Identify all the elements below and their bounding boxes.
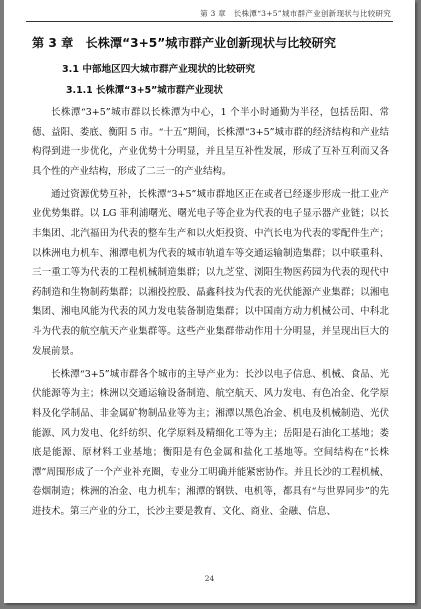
- document-page: [4, 0, 415, 603]
- header-rule: [26, 21, 393, 22]
- paragraph: 通过资源优势互补，长株潭“3+5”城市群地区正在或者已经逐步形成一批工业产业优势集群。以 LG 菲利浦曙光、曙光电子等企业为代表的电子显示器产业链；以长丰集团、北汽福田为代表的整车生产和以火炬投资、中汽长电为代表的零配件生产；以株洲电力机车、湘潭电机为代表的城市轨道车等交通运输制造集群；以中联重科、三一重工等为代表的工程机械制造集群；以九芝堂、浏阳生物医药园为代表的现代中药制造和生物制药集群；以湘投控股、晶鑫科技为代表的光伏能源产业集群；以湘电集团、湘电风能为代表的风力发电装备制造集群；以中国南方动力机械公司、中科北斗为代表的航空航天产业集群等。这些产业集群带动作用十分明显，并呈现出巨大的发展前景。: [32, 188, 389, 357]
- subsection-title: 3.1.1 长株潭“3+5”城市群产业现状: [66, 85, 223, 96]
- body-text: [32, 103, 389, 525]
- chapter-title: 第 3 章 长株潭“3+5”城市群产业创新现状与比较研究: [32, 36, 336, 50]
- page-number: 24: [204, 574, 215, 583]
- section-title: 3.1 中部地区四大城市群产业现状的比较研究: [62, 64, 256, 75]
- paragraph: 长株潭“3+5”城市群以长株潭为中心，1 个半小时通勤为半径，包括岳阳、常德、益阳、娄底、衡阳 5 市。“十五”期间，长株潭“3+5”城市群的经济结构和产业结构得到进一步优化，产业优势十分明显，并且呈互补性发展，形成了互补互利而又各具个性的产业结构，形成了二三一的产业结构。: [32, 107, 389, 177]
- running-header: 第 3 章 长株潭“3+5”城市群产业创新现状与比较研究: [200, 9, 391, 18]
- paragraph: 长株潭“3+5”城市群各个城市的主导产业为：长沙以电子信息、机械、食品、光伏能源等为主；株洲以交通运输设备制造、航空航天、风力发电、有色冶金、化学原料及化学制品、非金属矿物制品业等为主；湘潭以黑色冶金、机电及机械制造、光伏能源、风力发电、化纤纺织、化学原料及精细化工等为主；岳阳是石油化工基地；娄底是能源、原材料工业基地；衡阳是有色金属和盐化工基地等。空间结构在“长株潭”周围形成了一个产业补充圈，专业分工明确并能紧密协作。并且长沙的工程机械、卷烟制造；株洲的冶金、电力机车；湘潭的钢铁、电机等，都具有“与世界同步”的先进技术。第三产业的分工，长沙主要是教育、文化、商业、金融、信息、: [32, 368, 389, 517]
